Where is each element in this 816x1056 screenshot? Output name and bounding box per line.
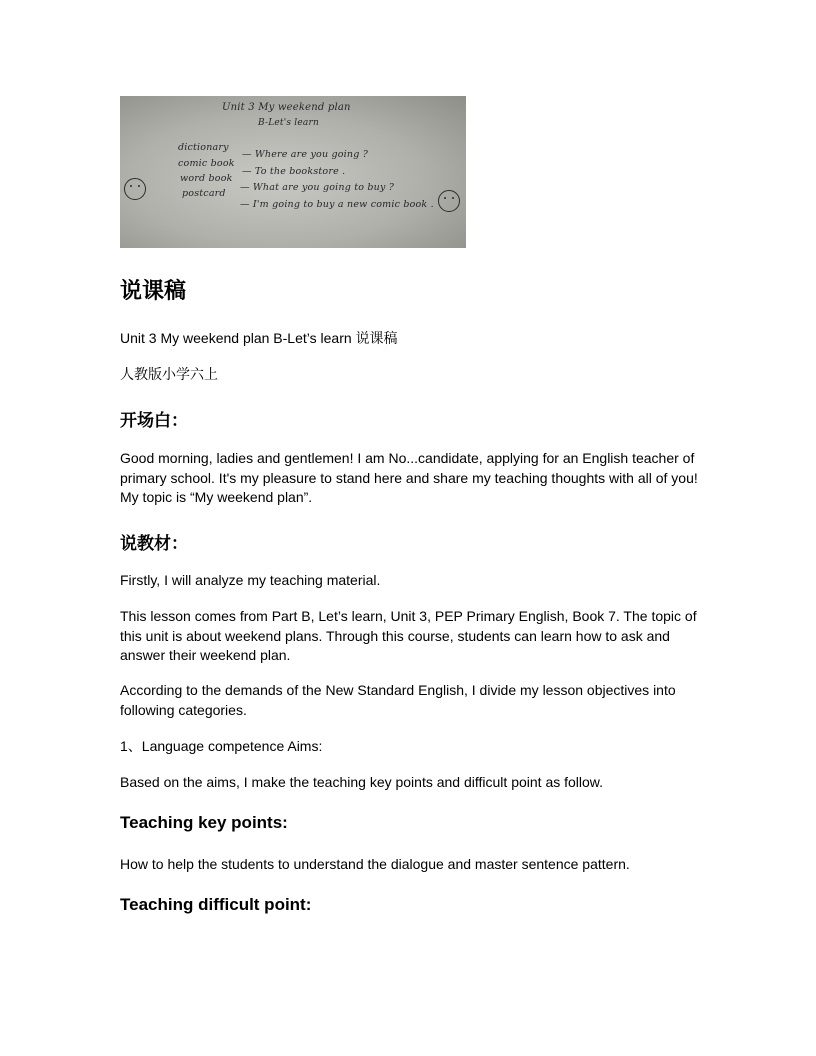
board-vocab-item: comic book	[178, 158, 235, 169]
board-dialogue-line: — What are you going to buy ?	[240, 182, 395, 193]
heading-opening: 开场白：	[120, 411, 188, 431]
board-title-line2: B-Let's learn	[258, 118, 319, 128]
smiley-face-icon	[438, 190, 460, 212]
smiley-face-icon	[124, 178, 146, 200]
heading-material: 说教材：	[120, 534, 188, 554]
edition: 人教版小学六上	[120, 367, 218, 383]
heading-difficult-point: Teaching difficult point:	[120, 895, 312, 914]
board-title-line1: Unit 3 My weekend plan	[222, 102, 351, 113]
paragraph-key-points: How to help the students to understand the dialogue and master sentence pattern.	[120, 856, 630, 872]
heading-key-points: Teaching key points:	[120, 813, 288, 832]
board-dialogue-line: — Where are you going ?	[242, 149, 369, 160]
paragraph-material-1: Firstly, I will analyze my teaching material.	[120, 572, 381, 588]
subtitle: Unit 3 My weekend plan B-Let’s learn 说课稿	[120, 330, 398, 346]
board-dialogue-line: — To the bookstore .	[242, 166, 346, 177]
paragraph-aims: 1、Language competence Aims:	[120, 738, 323, 754]
main-title: 说课稿	[120, 279, 187, 304]
paragraph-keypoints-intro: Based on the aims, I make the teaching key points and difficult point as follow.	[120, 774, 604, 790]
board-dialogue-line: — I'm going to buy a new comic book .	[240, 199, 434, 210]
board-vocab-item: dictionary	[178, 142, 229, 153]
board-vocab-item: postcard	[182, 188, 226, 199]
paragraph-material-2: This lesson comes from Part B, Let’s learn, Unit 3, PEP Primary English, Book 7. The topic of this unit is about weekend plans. Through this course, students can learn how to ask and answer their weekend plan.	[120, 608, 697, 663]
board-vocab-item: word book	[180, 173, 233, 184]
paragraph-material-3: According to the demands of the New Standard English, I divide my lesson objectives into following categories.	[120, 682, 676, 718]
blackboard-photo	[120, 96, 466, 248]
paragraph-opening: Good morning, ladies and gentlemen! I am No...candidate, applying for an English teacher of primary school. It's my pleasure to stand here and share my teaching thoughts with all of you! My topic is “My weekend plan”.	[120, 450, 698, 505]
